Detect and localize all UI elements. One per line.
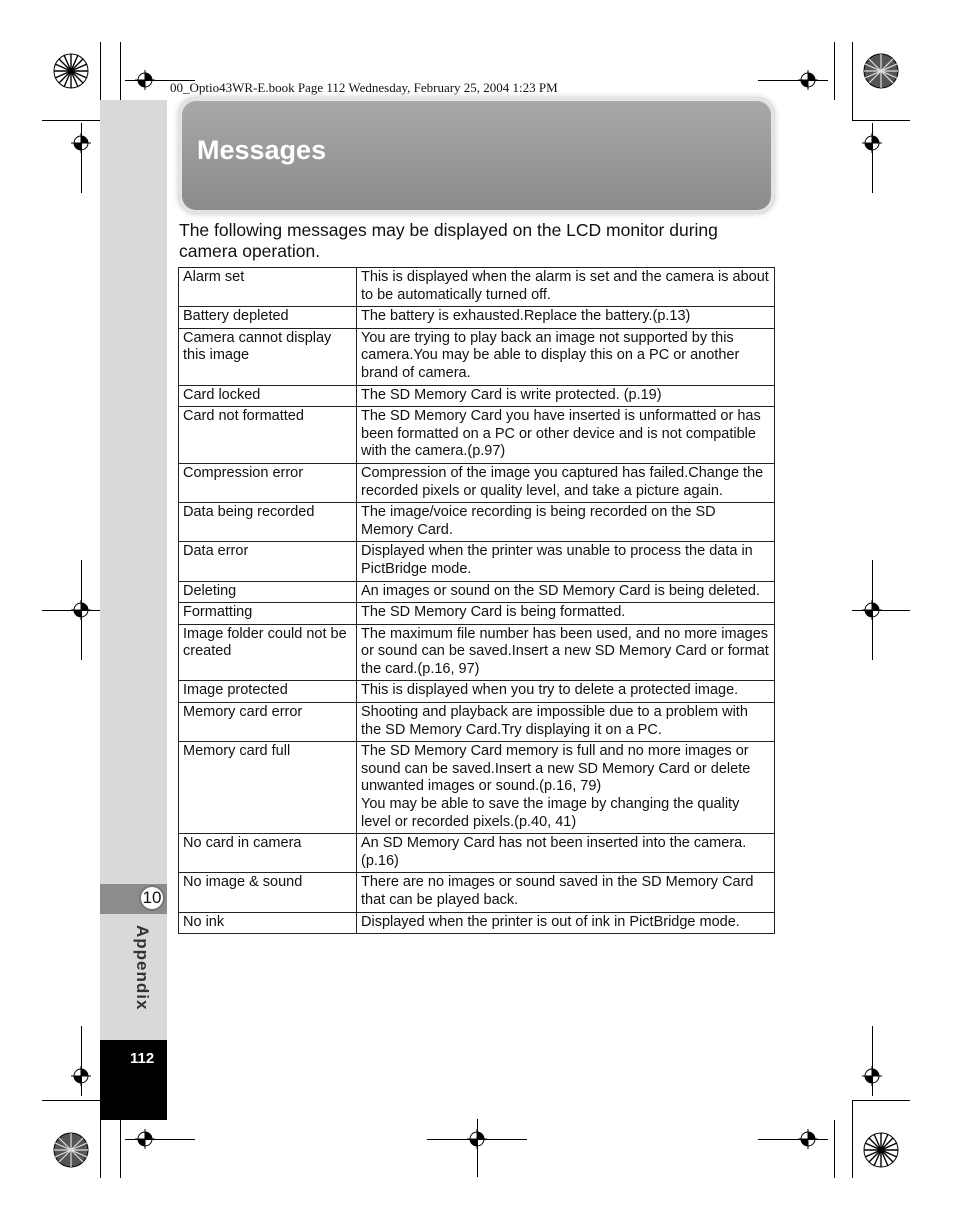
table-row (179, 268, 775, 307)
description-cell (357, 503, 775, 542)
message-cell: Alarm set (179, 268, 357, 307)
description-cell (357, 603, 775, 625)
page-title: Messages (197, 135, 327, 165)
description-cell (357, 834, 775, 873)
table-row (179, 742, 775, 834)
table-row (179, 542, 775, 581)
description-text: This is displayed when the alarm is set and the camera is about to be automatically turned off. (361, 269, 769, 303)
description-text: The battery is exhausted.Replace the battery.(p.13) (361, 308, 691, 325)
registration-wheel-icon (53, 1132, 89, 1168)
message-cell: No card in camera (179, 834, 357, 873)
description-text: This is displayed when you try to delete a protected image. (361, 682, 739, 699)
table-row (179, 328, 775, 385)
message-cell: No ink (179, 912, 357, 934)
table-row (179, 681, 775, 703)
table-row (179, 307, 775, 329)
message-cell: Memory card error (179, 703, 357, 742)
description-cell (357, 463, 775, 502)
description-text: The maximum file number has been used, and no more images or sound can be saved.Insert a new SD Memory Card or format the card.(p.16, 97) (361, 625, 769, 677)
message-cell: No image & sound (179, 873, 357, 912)
table-row (179, 873, 775, 912)
description-cell (357, 581, 775, 603)
description-text: The SD Memory Card is being formatted. (361, 604, 626, 621)
message-cell: Data being recorded (179, 503, 357, 542)
intro-paragraph: The following messages may be displayed on the LCD monitor during camera operation. (179, 220, 718, 261)
registration-wheel-icon (863, 53, 899, 89)
description-cell (357, 385, 775, 407)
message-cell: Formatting (179, 603, 357, 625)
message-cell: Image folder could not be created (179, 624, 357, 681)
print-header: 00_Optio43WR-E.book Page 112 Wednesday, February 25, 2004 1:23 PM (170, 80, 558, 95)
message-cell: Deleting (179, 581, 357, 603)
message-cell: Compression error (179, 463, 357, 502)
description-cell (357, 328, 775, 385)
table-row (179, 581, 775, 603)
table-row (179, 703, 775, 742)
page-number: 112 (130, 1050, 155, 1067)
description-cell (357, 624, 775, 681)
message-cell: Data error (179, 542, 357, 581)
description-text: An SD Memory Card has not been inserted into the camera.(p.16) (361, 835, 747, 869)
description-cell (357, 873, 775, 912)
message-cell: Battery depleted (179, 307, 357, 329)
message-cell: Camera cannot display this image (179, 328, 357, 385)
table-row (179, 503, 775, 542)
description-text: The SD Memory Card memory is full and no more images or sound can be saved.Insert a new SD Memory Card or delete unwanted images or sound.(p.16, 79) (361, 743, 751, 795)
table-row (179, 834, 775, 873)
description-text: Displayed when the printer is out of ink in PictBridge mode. (361, 913, 740, 930)
chapter-label: Appendix (133, 925, 152, 1011)
description-cell (357, 307, 775, 329)
description-text: You are trying to play back an image not supported by this camera.You may be able to display this on a PC or another brand of camera. (361, 329, 740, 381)
messages-table (178, 267, 775, 934)
description-text: The SD Memory Card you have inserted is unformatted or has been formatted on a PC or other device and is not compatible with the camera.(p.97) (361, 408, 761, 460)
message-cell: Card locked (179, 385, 357, 407)
table-row (179, 624, 775, 681)
description-cell (357, 912, 775, 934)
message-cell: Memory card full (179, 742, 357, 834)
table-row (179, 385, 775, 407)
description-text: An images or sound on the SD Memory Card is being deleted. (361, 582, 760, 599)
description-text: Compression of the image you captured has failed.Change the recorded pixels or quality level, and take a picture again. (361, 464, 764, 499)
description-text: There are no images or sound saved in the SD Memory Card that can be played back. (361, 874, 754, 908)
registration-wheel-icon (53, 53, 89, 89)
registration-wheel-icon (863, 1132, 899, 1168)
description-text: The image/voice recording is being recorded on the SD Memory Card. (361, 504, 716, 538)
description-cell (357, 407, 775, 464)
table-row (179, 912, 775, 934)
description-text: Displayed when the printer was unable to process the data in PictBridge mode. (361, 543, 753, 577)
description-cell (357, 542, 775, 581)
description-cell (357, 703, 775, 742)
description-text: Shooting and playback are impossible due to a problem with the SD Memory Card.Try displaying it on a PC. (361, 704, 748, 738)
description-cell (357, 268, 775, 307)
message-cell: Image protected (179, 681, 357, 703)
table-row (179, 603, 775, 625)
description-cell (357, 742, 775, 834)
message-cell: Card not formatted (179, 407, 357, 464)
description-text: The SD Memory Card is write protected. (p.19) (361, 386, 662, 403)
table-row (179, 463, 775, 502)
description-text-extra: You may be able to save the image by changing the quality level or recorded pixels.(p.40, 41) (361, 796, 740, 830)
table-row (179, 407, 775, 464)
chapter-number-badge: 10 (139, 885, 165, 911)
description-cell (357, 681, 775, 703)
